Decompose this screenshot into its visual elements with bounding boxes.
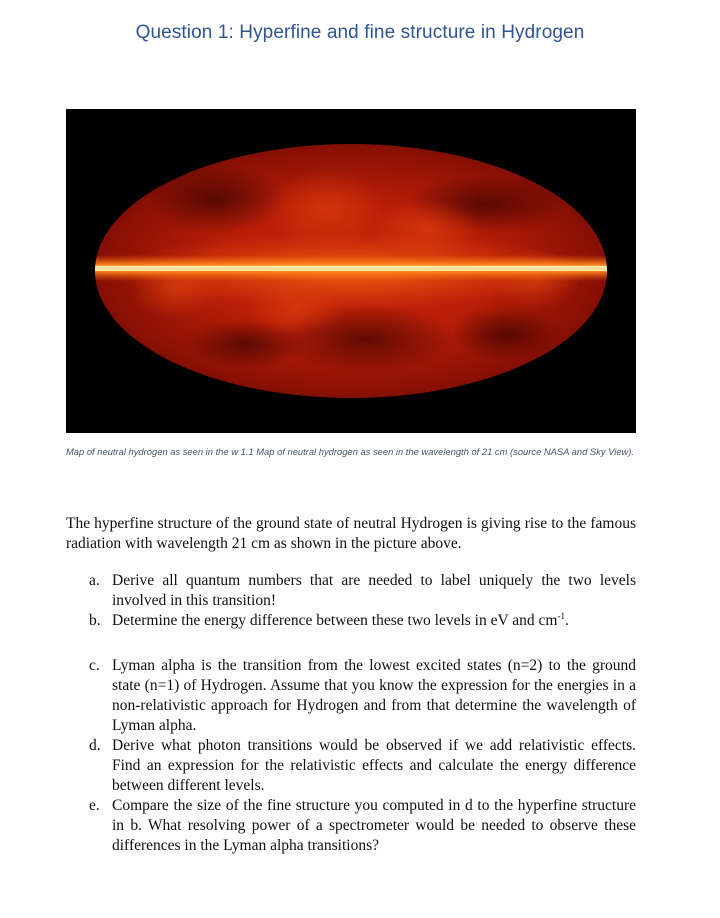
page-title: Question 1: Hyperfine and fine structure in Hydrogen bbox=[135, 22, 585, 43]
question-list-part-1 bbox=[66, 571, 636, 631]
hydrogen-map-figure bbox=[66, 109, 636, 433]
question-text: Derive all quantum numbers that are needed to label uniquely the two levels involved in this transition! bbox=[112, 572, 636, 609]
question-item-c bbox=[66, 656, 636, 736]
question-text: Lyman alpha is the transition from the lowest excited states (n=2) to the ground state (n=1) of Hydrogen. Assume that you know the expression for the energies in a non-relativistic approach for Hydrogen and from that determine the wavelength of Lyman alpha. bbox=[112, 657, 636, 734]
unit-superscript: -1 bbox=[557, 610, 565, 621]
question-marker: e. bbox=[89, 797, 100, 814]
question-item-a bbox=[66, 571, 636, 611]
hydrogen-sky-map-image bbox=[66, 109, 636, 433]
question-text: Compare the size of the fine structure you computed in d to the hyperfine structure in b. What resolving power of a spectrometer would be needed to observe these differences in the Lyman alpha transitions? bbox=[112, 797, 636, 854]
question-list-part-2 bbox=[66, 656, 636, 856]
question-marker: b. bbox=[89, 612, 101, 629]
question-text: Derive what photon transitions would be observed if we add relativistic effects. Find an expression for the relativistic effects and calculate the energy difference between different levels. bbox=[112, 737, 636, 794]
question-item-d bbox=[66, 736, 636, 796]
figure-caption: Map of neutral hydrogen as seen in the w 1.1 Map of neutral hydrogen as seen in the wavelength of 21 cm (source NASA and Sky View). bbox=[66, 446, 635, 457]
question-marker: a. bbox=[89, 572, 100, 589]
question-marker: c. bbox=[89, 657, 100, 674]
question-item-b bbox=[66, 611, 636, 631]
question-item-e bbox=[66, 796, 636, 856]
question-marker: d. bbox=[89, 737, 101, 754]
intro-paragraph: The hyperfine structure of the ground state of neutral Hydrogen is giving rise to the famous radiation with wavelength 21 cm as shown in the picture above. bbox=[66, 515, 636, 552]
question-text: Determine the energy difference between these two levels in eV and cm bbox=[112, 612, 558, 629]
question-suffix: . bbox=[564, 612, 569, 629]
